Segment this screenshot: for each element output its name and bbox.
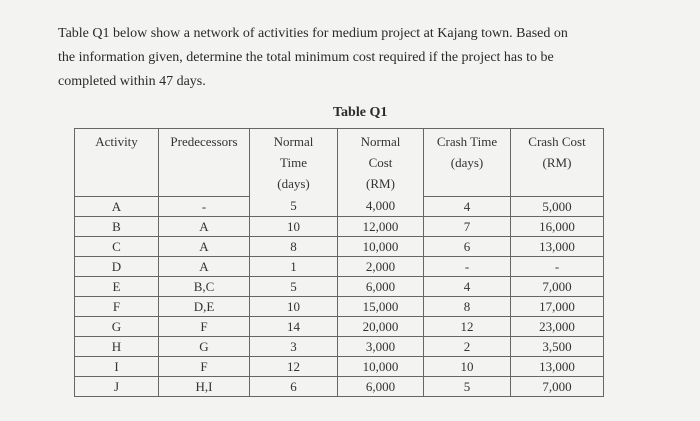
table-body xyxy=(75,197,604,397)
normal-cost-cell: 10,000 xyxy=(338,357,424,377)
question-text xyxy=(58,22,658,94)
activity-table xyxy=(74,128,604,397)
activity-cell: C xyxy=(75,237,159,257)
question-line-2: the information given, determine the total minimum cost required if the project has to be xyxy=(58,50,554,65)
activity-cell: I xyxy=(75,357,159,377)
table-row xyxy=(75,237,604,257)
crash-time-cell: 12 xyxy=(424,317,511,337)
crash-cost-cell: - xyxy=(511,257,604,277)
table-row xyxy=(75,297,604,317)
crash-cost-cell: 7,000 xyxy=(511,377,604,397)
header-line: (days) xyxy=(277,176,310,191)
table-row xyxy=(75,317,604,337)
crash-time-cell: 5 xyxy=(424,377,511,397)
normal-time-cell: 5 xyxy=(250,197,338,217)
activity-cell: F xyxy=(75,297,159,317)
activity-cell: J xyxy=(75,377,159,397)
crash-cost-cell: 16,000 xyxy=(511,217,604,237)
header-crash-time xyxy=(424,129,511,197)
normal-cost-cell: 12,000 xyxy=(338,217,424,237)
crash-time-cell: 6 xyxy=(424,237,511,257)
crash-time-cell: 10 xyxy=(424,357,511,377)
normal-time-cell: 10 xyxy=(250,217,338,237)
activity-cell: E xyxy=(75,277,159,297)
crash-cost-cell: 23,000 xyxy=(511,317,604,337)
normal-cost-cell: 20,000 xyxy=(338,317,424,337)
table-row xyxy=(75,217,604,237)
normal-time-cell: 14 xyxy=(250,317,338,337)
crash-cost-cell: 13,000 xyxy=(511,237,604,257)
header-line: Activity xyxy=(95,134,138,149)
crash-time-cell: 7 xyxy=(424,217,511,237)
normal-cost-cell: 3,000 xyxy=(338,337,424,357)
predecessors-cell: - xyxy=(159,197,250,217)
table-title: Table Q1 xyxy=(333,105,388,120)
crash-time-cell: - xyxy=(424,257,511,277)
normal-time-cell: 5 xyxy=(250,277,338,297)
normal-time-cell: 1 xyxy=(250,257,338,277)
header-predecessors xyxy=(159,129,250,197)
activity-cell: G xyxy=(75,317,159,337)
predecessors-cell: F xyxy=(159,357,250,377)
header-crash-cost xyxy=(511,129,604,197)
predecessors-cell: A xyxy=(159,237,250,257)
header-normal-cost xyxy=(338,129,424,197)
table-row xyxy=(75,277,604,297)
normal-time-cell: 10 xyxy=(250,297,338,317)
predecessors-cell: B,C xyxy=(159,277,250,297)
crash-cost-cell: 7,000 xyxy=(511,277,604,297)
predecessors-cell: H,I xyxy=(159,377,250,397)
predecessors-cell: A xyxy=(159,217,250,237)
header-line: (RM) xyxy=(366,176,395,191)
normal-cost-cell: 6,000 xyxy=(338,377,424,397)
crash-cost-cell: 3,500 xyxy=(511,337,604,357)
table-row xyxy=(75,377,604,397)
activity-cell: D xyxy=(75,257,159,277)
header-line: Time xyxy=(280,155,307,170)
normal-time-cell: 3 xyxy=(250,337,338,357)
header-line: Normal xyxy=(360,134,401,149)
normal-time-cell: 6 xyxy=(250,377,338,397)
header-line: Predecessors xyxy=(170,134,238,149)
header-line: Crash Cost xyxy=(528,134,586,149)
normal-time-cell: 12 xyxy=(250,357,338,377)
predecessors-cell: F xyxy=(159,317,250,337)
activity-cell: H xyxy=(75,337,159,357)
header-line: Normal xyxy=(273,134,314,149)
table-header-row xyxy=(75,129,604,197)
table-row xyxy=(75,257,604,277)
table-row xyxy=(75,197,604,217)
crash-cost-cell: 5,000 xyxy=(511,197,604,217)
predecessors-cell: D,E xyxy=(159,297,250,317)
table-row xyxy=(75,357,604,377)
crash-cost-cell: 13,000 xyxy=(511,357,604,377)
predecessors-cell: G xyxy=(159,337,250,357)
normal-cost-cell: 4,000 xyxy=(338,197,424,217)
crash-time-cell: 4 xyxy=(424,277,511,297)
header-line: Crash Time xyxy=(436,134,498,149)
crash-time-cell: 4 xyxy=(424,197,511,217)
normal-cost-cell: 2,000 xyxy=(338,257,424,277)
table-row xyxy=(75,337,604,357)
crash-time-cell: 8 xyxy=(424,297,511,317)
header-line: (RM) xyxy=(542,155,572,170)
question-line-3: completed within 47 days. xyxy=(58,74,206,89)
header-normal-time xyxy=(250,129,338,197)
normal-time-cell: 8 xyxy=(250,237,338,257)
crash-cost-cell: 17,000 xyxy=(511,297,604,317)
crash-time-cell: 2 xyxy=(424,337,511,357)
normal-cost-cell: 15,000 xyxy=(338,297,424,317)
predecessors-cell: A xyxy=(159,257,250,277)
header-activity xyxy=(75,129,159,197)
activity-cell: A xyxy=(75,197,159,217)
normal-cost-cell: 6,000 xyxy=(338,277,424,297)
normal-cost-cell: 10,000 xyxy=(338,237,424,257)
activity-cell: B xyxy=(75,217,159,237)
header-line: Cost xyxy=(368,155,393,170)
header-line: (days) xyxy=(450,155,484,170)
question-line-1: Table Q1 below show a network of activities for medium project at Kajang town. Based on xyxy=(58,26,568,41)
